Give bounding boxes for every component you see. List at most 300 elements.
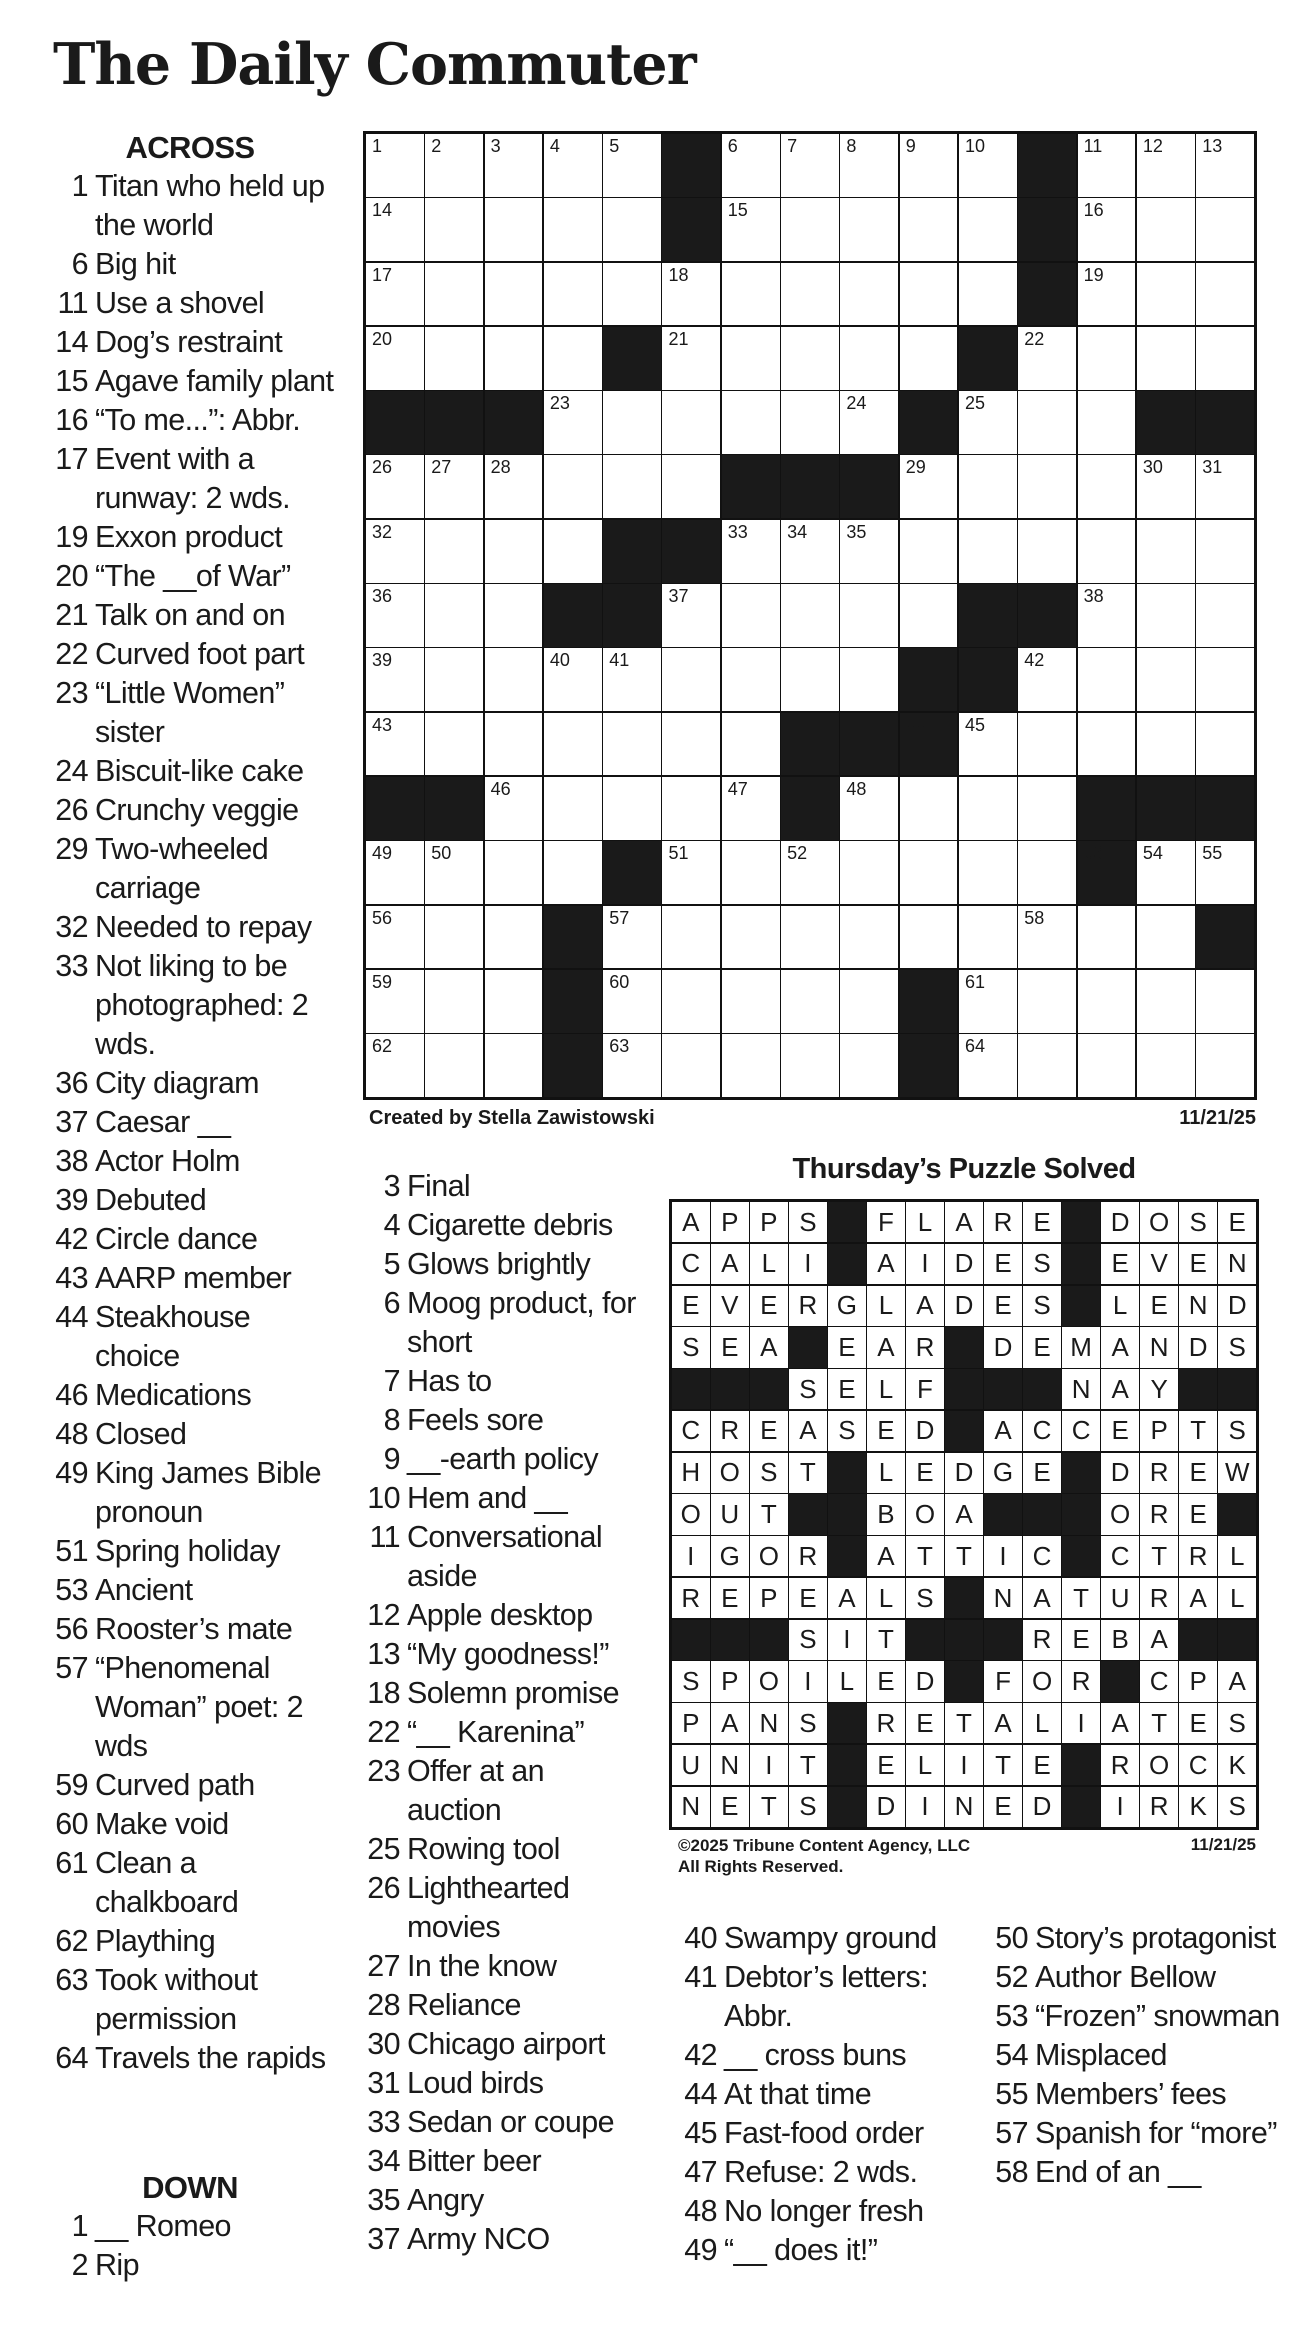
- grid-cell[interactable]: [1018, 970, 1076, 1033]
- solution-cell: E: [867, 1411, 905, 1451]
- grid-cell[interactable]: [1078, 970, 1136, 1033]
- clue-text: “__ does it!”: [724, 2233, 878, 2267]
- grid-cell[interactable]: [900, 777, 958, 840]
- grid-cell[interactable]: [840, 777, 898, 840]
- clue-text: Feels sore: [407, 1403, 544, 1437]
- grid-cell[interactable]: [425, 1034, 483, 1097]
- clue-number: 22: [55, 637, 88, 671]
- grid-cell[interactable]: [900, 906, 958, 969]
- cell-number: 21: [668, 328, 689, 349]
- solution-cell: E: [1179, 1453, 1217, 1493]
- grid-cell[interactable]: [900, 327, 958, 390]
- clue-item: [973, 2153, 1293, 2192]
- grid-cell[interactable]: [544, 327, 602, 390]
- clue-item: [40, 1415, 340, 1454]
- clue-number: 27: [367, 1949, 400, 1983]
- grid-cell[interactable]: [722, 263, 780, 326]
- grid-cell[interactable]: [1078, 134, 1136, 197]
- solved-title: Thursday’s Puzzle Solved: [792, 1153, 1136, 1185]
- grid-cell[interactable]: [544, 134, 602, 197]
- crossword-grid: [363, 131, 1257, 1100]
- clue-item: [40, 1181, 340, 1220]
- black-square: [840, 713, 898, 776]
- grid-cell[interactable]: [840, 327, 898, 390]
- grid-cell[interactable]: [900, 263, 958, 326]
- solution-cell: P: [750, 1578, 788, 1618]
- clue-number: 57: [55, 1651, 88, 1685]
- grid-cell[interactable]: [722, 841, 780, 904]
- grid-cell[interactable]: [959, 391, 1017, 454]
- grid-cell[interactable]: [781, 970, 839, 1033]
- down-heading: DOWN: [142, 2170, 238, 2205]
- grid-cell[interactable]: [781, 391, 839, 454]
- grid-cell[interactable]: [366, 906, 424, 969]
- grid-cell[interactable]: [662, 263, 720, 326]
- grid-cell[interactable]: [1196, 520, 1254, 583]
- cell-number: 54: [1142, 843, 1163, 864]
- grid-cell[interactable]: [425, 906, 483, 969]
- grid-cell[interactable]: [722, 327, 780, 390]
- grid-cell[interactable]: [722, 777, 780, 840]
- clue-number: 55: [995, 2077, 1028, 2111]
- grid-cell[interactable]: [662, 970, 720, 1033]
- cell-number: 18: [668, 264, 689, 285]
- clue-number: 59: [55, 1768, 88, 1802]
- grid-cell[interactable]: [485, 1034, 543, 1097]
- grid-cell[interactable]: [1196, 713, 1254, 776]
- black-square: [1062, 1202, 1100, 1242]
- black-square: [906, 1620, 944, 1660]
- clue-item: [353, 1869, 643, 1947]
- grid-cell[interactable]: [1078, 198, 1136, 261]
- grid-cell[interactable]: [781, 584, 839, 647]
- grid-cell[interactable]: [781, 520, 839, 583]
- grid-cell[interactable]: [840, 584, 898, 647]
- grid-cell[interactable]: [840, 520, 898, 583]
- clue-item: [40, 1064, 340, 1103]
- grid-cell[interactable]: [959, 520, 1017, 583]
- grid-cell[interactable]: [722, 713, 780, 776]
- clue-item: [353, 1674, 643, 1713]
- grid-cell[interactable]: [1018, 713, 1076, 776]
- grid-cell[interactable]: [544, 777, 602, 840]
- grid-cell[interactable]: [781, 134, 839, 197]
- grid-cell[interactable]: [840, 841, 898, 904]
- clue-text: Closed: [95, 1417, 187, 1451]
- grid-cell[interactable]: [603, 263, 661, 326]
- grid-cell[interactable]: [425, 327, 483, 390]
- grid-cell[interactable]: [366, 455, 424, 518]
- solution-cell: I: [1101, 1787, 1139, 1827]
- across-clues: [40, 128, 340, 2078]
- grid-cell[interactable]: [662, 648, 720, 711]
- grid-cell[interactable]: [900, 455, 958, 518]
- grid-cell[interactable]: [840, 198, 898, 261]
- solution-cell: P: [711, 1202, 749, 1242]
- grid-cell[interactable]: [1078, 327, 1136, 390]
- solution-cell: A: [1179, 1578, 1217, 1618]
- grid-cell[interactable]: [366, 1034, 424, 1097]
- black-square: [1062, 1244, 1100, 1284]
- clue-number: 36: [55, 1066, 88, 1100]
- cell-number: 45: [964, 714, 986, 735]
- grid-cell[interactable]: [544, 391, 602, 454]
- grid-cell[interactable]: [781, 648, 839, 711]
- grid-cell[interactable]: [1196, 327, 1254, 390]
- cell-number: 51: [668, 843, 689, 864]
- grid-cell[interactable]: [722, 391, 780, 454]
- grid-cell[interactable]: [485, 198, 543, 261]
- grid-cell[interactable]: [485, 134, 543, 197]
- grid-cell[interactable]: [1137, 584, 1195, 647]
- grid-cell[interactable]: [840, 1034, 898, 1097]
- clue-number: 7: [383, 1364, 400, 1398]
- grid-cell[interactable]: [1196, 455, 1254, 518]
- solution-cell: P: [711, 1661, 749, 1701]
- grid-cell[interactable]: [485, 455, 543, 518]
- clue-item: [353, 1830, 643, 1869]
- clue-text: Steakhouse choice: [95, 1300, 251, 1373]
- grid-cell[interactable]: [662, 777, 720, 840]
- grid-cell[interactable]: [1018, 906, 1076, 969]
- grid-cell[interactable]: [1078, 713, 1136, 776]
- grid-cell[interactable]: [959, 713, 1017, 776]
- grid-cell[interactable]: [1018, 520, 1076, 583]
- grid-cell[interactable]: [840, 648, 898, 711]
- grid-cell[interactable]: [603, 1034, 661, 1097]
- grid-cell[interactable]: [485, 970, 543, 1033]
- grid-cell[interactable]: [722, 520, 780, 583]
- grid-cell[interactable]: [722, 906, 780, 969]
- grid-cell[interactable]: [900, 198, 958, 261]
- grid-cell[interactable]: [662, 391, 720, 454]
- grid-cell[interactable]: [1196, 198, 1254, 261]
- grid-cell[interactable]: [1078, 584, 1136, 647]
- solution-cell: H: [672, 1453, 710, 1493]
- grid-cell[interactable]: [485, 841, 543, 904]
- clue-item: [660, 2231, 960, 2270]
- grid-cell[interactable]: [781, 263, 839, 326]
- grid-cell[interactable]: [1018, 327, 1076, 390]
- clue-number: 8: [383, 1403, 400, 1437]
- clue-text: “To me...”: Abbr.: [95, 403, 301, 437]
- grid-cell[interactable]: [603, 391, 661, 454]
- grid-cell[interactable]: [425, 455, 483, 518]
- grid-cell[interactable]: [1137, 1034, 1195, 1097]
- grid-cell[interactable]: [722, 970, 780, 1033]
- grid-cell[interactable]: [544, 455, 602, 518]
- grid-cell[interactable]: [1196, 584, 1254, 647]
- clue-number: 20: [55, 559, 88, 593]
- black-square: [900, 1034, 958, 1097]
- grid-cell[interactable]: [1196, 841, 1254, 904]
- solution-cell: I: [1062, 1703, 1100, 1743]
- grid-cell[interactable]: [425, 134, 483, 197]
- clue-item: [660, 1958, 960, 2036]
- solution-cell: R: [1062, 1661, 1100, 1701]
- solution-cell: A: [867, 1327, 905, 1367]
- clue-number: 12: [367, 1598, 400, 1632]
- grid-cell[interactable]: [900, 841, 958, 904]
- black-square: [1196, 391, 1254, 454]
- clue-number: 57: [995, 2116, 1028, 2150]
- solution-cell: R: [984, 1202, 1022, 1242]
- black-square: [544, 584, 602, 647]
- grid-cell[interactable]: [1078, 648, 1136, 711]
- grid-cell[interactable]: [1018, 777, 1076, 840]
- grid-cell[interactable]: [1018, 1034, 1076, 1097]
- grid-cell[interactable]: [544, 263, 602, 326]
- black-square: [959, 584, 1017, 647]
- down-clues: [40, 2168, 340, 2285]
- grid-cell[interactable]: [662, 1034, 720, 1097]
- grid-cell[interactable]: [485, 713, 543, 776]
- clue-text: Rowing tool: [407, 1832, 560, 1866]
- grid-cell[interactable]: [1018, 391, 1076, 454]
- solution-cell: E: [750, 1286, 788, 1326]
- clue-text: Swampy ground: [724, 1921, 937, 1955]
- grid-cell[interactable]: [485, 648, 543, 711]
- solution-cell: R: [711, 1411, 749, 1451]
- grid-cell[interactable]: [1137, 970, 1195, 1033]
- clue-item: [660, 2192, 960, 2231]
- grid-cell[interactable]: [662, 327, 720, 390]
- grid-cell[interactable]: [959, 198, 1017, 261]
- solution-cell: E: [1023, 1327, 1061, 1367]
- solution-cell: E: [906, 1453, 944, 1493]
- grid-cell[interactable]: [722, 584, 780, 647]
- grid-cell[interactable]: [425, 841, 483, 904]
- grid-cell[interactable]: [485, 906, 543, 969]
- grid-cell[interactable]: [840, 906, 898, 969]
- grid-cell[interactable]: [1078, 263, 1136, 326]
- solution-cell: T: [945, 1536, 983, 1576]
- grid-cell[interactable]: [425, 584, 483, 647]
- grid-cell[interactable]: [662, 455, 720, 518]
- clue-text: Conversational aside: [407, 1520, 603, 1593]
- clue-item: [40, 518, 340, 557]
- solution-cell: A: [1140, 1620, 1178, 1660]
- grid-cell[interactable]: [366, 198, 424, 261]
- cell-number: 38: [1083, 586, 1104, 607]
- grid-cell[interactable]: [366, 327, 424, 390]
- grid-cell[interactable]: [1137, 198, 1195, 261]
- grid-cell[interactable]: [366, 584, 424, 647]
- grid-cell[interactable]: [722, 648, 780, 711]
- grid-cell[interactable]: [662, 713, 720, 776]
- clue-text: Spanish for “more”: [1035, 2116, 1277, 2150]
- grid-cell[interactable]: [1137, 455, 1195, 518]
- grid-cell[interactable]: [366, 134, 424, 197]
- grid-cell[interactable]: [603, 777, 661, 840]
- down-clues-col3: [660, 1919, 960, 2270]
- grid-cell[interactable]: [959, 134, 1017, 197]
- grid-cell[interactable]: [544, 841, 602, 904]
- grid-cell[interactable]: [662, 584, 720, 647]
- grid-cell[interactable]: [959, 1034, 1017, 1097]
- solution-cell: R: [1101, 1745, 1139, 1785]
- grid-cell[interactable]: [900, 134, 958, 197]
- grid-cell[interactable]: [662, 841, 720, 904]
- grid-cell[interactable]: [544, 198, 602, 261]
- clue-text: Rooster’s mate: [95, 1612, 293, 1646]
- grid-cell[interactable]: [603, 455, 661, 518]
- grid-cell[interactable]: [1137, 906, 1195, 969]
- black-square: [900, 391, 958, 454]
- grid-cell[interactable]: [485, 263, 543, 326]
- clue-number: 4: [383, 1208, 400, 1242]
- clue-text: Debtor’s letters: Abbr.: [724, 1960, 928, 2033]
- grid-cell[interactable]: [1078, 1034, 1136, 1097]
- clue-text: AARP member: [95, 1261, 292, 1295]
- clue-item: [40, 2246, 340, 2285]
- grid-cell[interactable]: [603, 970, 661, 1033]
- cell-number: 53: [1083, 843, 1104, 864]
- grid-cell[interactable]: [1137, 841, 1195, 904]
- grid-cell[interactable]: [959, 777, 1017, 840]
- grid-cell[interactable]: [425, 648, 483, 711]
- grid-cell[interactable]: [544, 713, 602, 776]
- grid-cell[interactable]: [840, 134, 898, 197]
- grid-cell[interactable]: [603, 648, 661, 711]
- grid-cell[interactable]: [1078, 906, 1136, 969]
- grid-cell[interactable]: [900, 584, 958, 647]
- clue-text: Cigarette debris: [407, 1208, 613, 1242]
- grid-cell[interactable]: [1018, 648, 1076, 711]
- grid-cell[interactable]: [366, 970, 424, 1033]
- grid-cell[interactable]: [485, 584, 543, 647]
- cell-number: 56: [372, 907, 393, 928]
- black-square: [750, 1369, 788, 1409]
- grid-cell[interactable]: [959, 263, 1017, 326]
- solution-cell: P: [750, 1202, 788, 1242]
- black-square: [711, 1369, 749, 1409]
- clue-number: 44: [684, 2077, 717, 2111]
- grid-cell[interactable]: [781, 841, 839, 904]
- grid-cell[interactable]: [1196, 134, 1254, 197]
- grid-cell[interactable]: [722, 1034, 780, 1097]
- black-square: [900, 648, 958, 711]
- grid-cell[interactable]: [425, 198, 483, 261]
- grid-cell[interactable]: [959, 970, 1017, 1033]
- grid-cell[interactable]: [1018, 841, 1076, 904]
- solution-cell: E: [750, 1411, 788, 1451]
- grid-cell[interactable]: [1137, 713, 1195, 776]
- grid-cell[interactable]: [1196, 263, 1254, 326]
- grid-cell[interactable]: [366, 263, 424, 326]
- grid-cell[interactable]: [603, 713, 661, 776]
- black-square: [828, 1494, 866, 1534]
- cell-number: 14: [372, 200, 393, 221]
- grid-cell[interactable]: [1078, 391, 1136, 454]
- grid-cell[interactable]: [662, 906, 720, 969]
- grid-cell[interactable]: [366, 520, 424, 583]
- black-square: [366, 391, 424, 454]
- cell-number: 3: [490, 136, 501, 156]
- grid-cell[interactable]: [1137, 263, 1195, 326]
- grid-cell[interactable]: [900, 520, 958, 583]
- grid-cell[interactable]: [485, 777, 543, 840]
- grid-cell[interactable]: [425, 970, 483, 1033]
- grid-cell[interactable]: [959, 841, 1017, 904]
- grid-cell[interactable]: [1137, 648, 1195, 711]
- clue-text: Apple desktop: [407, 1598, 593, 1632]
- clue-text: Ancient: [95, 1573, 193, 1607]
- grid-cell[interactable]: [1137, 520, 1195, 583]
- solution-cell: R: [789, 1286, 827, 1326]
- grid-cell[interactable]: [1018, 455, 1076, 518]
- cell-number: 7: [787, 136, 798, 156]
- grid-cell[interactable]: [544, 520, 602, 583]
- grid-cell[interactable]: [603, 134, 661, 197]
- grid-cell[interactable]: [1196, 1034, 1254, 1097]
- grid-cell[interactable]: [959, 455, 1017, 518]
- solution-cell: B: [1101, 1620, 1139, 1660]
- grid-cell[interactable]: [781, 1034, 839, 1097]
- grid-cell[interactable]: [366, 841, 424, 904]
- grid-cell[interactable]: [1196, 970, 1254, 1033]
- grid-cell[interactable]: [1137, 134, 1195, 197]
- cell-number: 11: [1083, 136, 1103, 156]
- grid-cell[interactable]: [366, 713, 424, 776]
- grid-cell[interactable]: [840, 263, 898, 326]
- solution-cell: I: [672, 1536, 710, 1576]
- solution-cell: G: [711, 1536, 749, 1576]
- solution-cell: R: [1179, 1536, 1217, 1576]
- grid-cell[interactable]: [781, 198, 839, 261]
- grid-cell[interactable]: [781, 327, 839, 390]
- clue-number: 28: [367, 1988, 400, 2022]
- clue-text: Dog’s restraint: [95, 325, 283, 359]
- grid-cell[interactable]: [425, 713, 483, 776]
- grid-cell[interactable]: [840, 970, 898, 1033]
- cell-number: 47: [727, 778, 748, 799]
- grid-cell[interactable]: [840, 391, 898, 454]
- solution-cell: O: [750, 1536, 788, 1576]
- grid-cell[interactable]: [544, 648, 602, 711]
- grid-cell[interactable]: [485, 520, 543, 583]
- clue-number: 29: [55, 832, 88, 866]
- solution-cell: T: [984, 1745, 1022, 1785]
- grid-cell[interactable]: [1078, 455, 1136, 518]
- grid-cell[interactable]: [1078, 520, 1136, 583]
- clue-text: Curved foot part: [95, 637, 305, 671]
- clue-number: 10: [367, 1481, 400, 1515]
- clue-text: Event with a runway: 2 wds.: [95, 442, 291, 515]
- grid-cell[interactable]: [781, 906, 839, 969]
- grid-cell[interactable]: [959, 906, 1017, 969]
- grid-cell[interactable]: [722, 198, 780, 261]
- clue-item: [40, 674, 340, 752]
- grid-cell[interactable]: [425, 520, 483, 583]
- clue-number: 33: [367, 2105, 400, 2139]
- grid-cell[interactable]: [1137, 327, 1195, 390]
- black-square: [1062, 1286, 1100, 1326]
- clue-text: Travels the rapids: [95, 2041, 326, 2075]
- solution-cell: E: [1218, 1202, 1256, 1242]
- black-square: [1218, 1369, 1256, 1409]
- grid-cell[interactable]: [1196, 648, 1254, 711]
- grid-cell[interactable]: [485, 327, 543, 390]
- grid-cell[interactable]: [603, 198, 661, 261]
- grid-cell[interactable]: [425, 263, 483, 326]
- solution-cell: E: [906, 1703, 944, 1743]
- across-heading: ACROSS: [125, 130, 255, 165]
- grid-cell[interactable]: [603, 906, 661, 969]
- grid-cell[interactable]: [366, 648, 424, 711]
- solution-cell: C: [1062, 1411, 1100, 1451]
- grid-cell[interactable]: [722, 134, 780, 197]
